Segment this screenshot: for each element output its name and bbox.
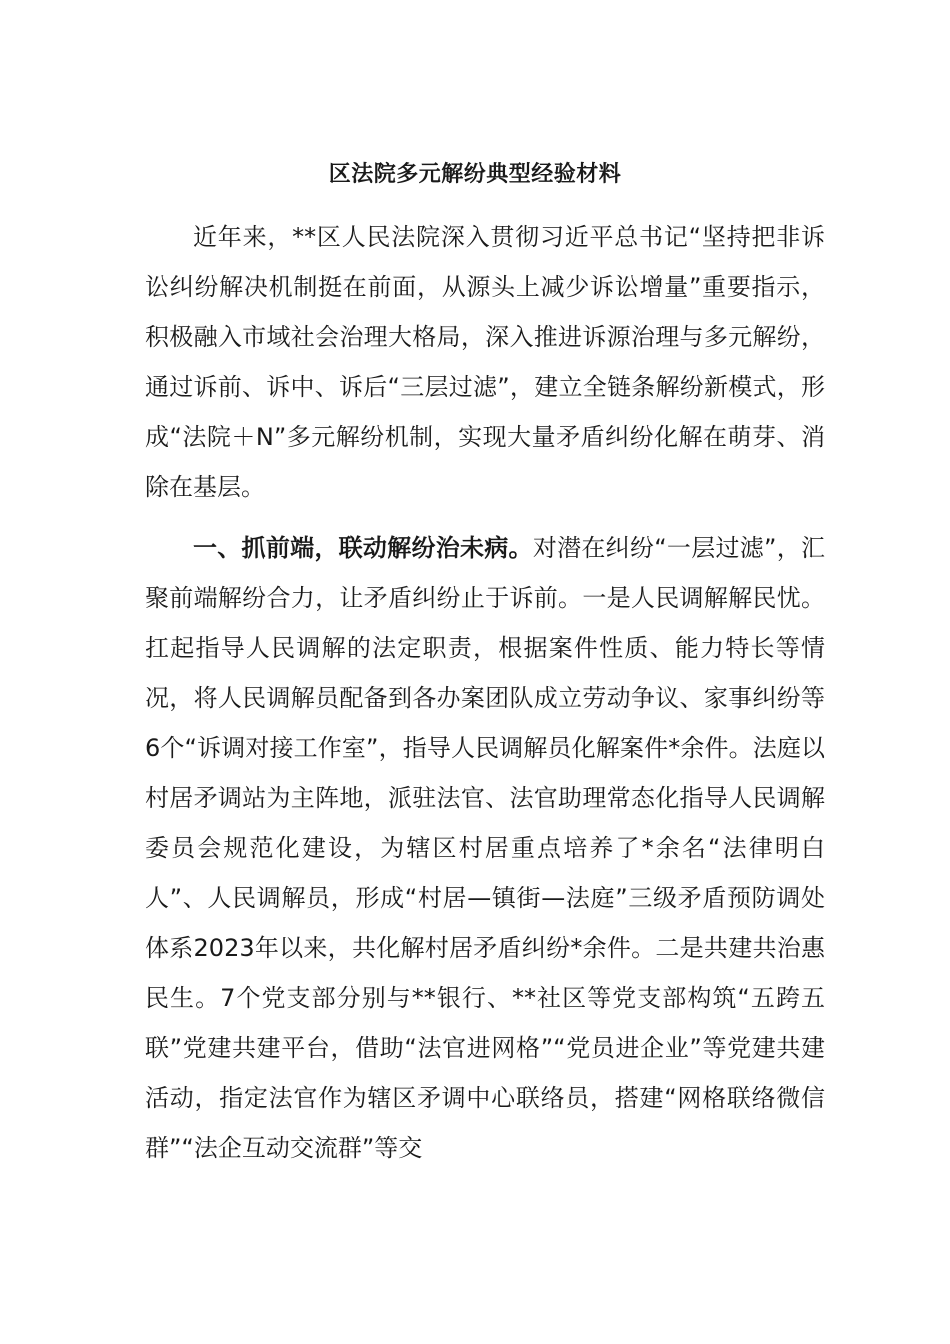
section-one-paragraph [145, 523, 825, 1173]
section-one-text: 对潜在纠纷“一层过滤”，汇聚前端解纷合力，让矛盾纠纷止于诉前。一是人民调解解民忧。扛起指导人民调解的法定职责，根据案件性质、能力特长等情况，将人民调解员配备到各办案团队成立劳动争议、家事纠纷等6个“诉调对接工作室”，指导人民调解员化解案件*余件。法庭以村居矛调站为主阵地，派驻法官、法官助理常态化指导人民调解委员会规范化建设，为辖区村居重点培养了*余名“法律明白人”、人民调解员，形成“村居—镇街—法庭”三级矛盾预防调处体系2023年以来，共化解村居矛盾纠纷*余件。二是共建共治惠民生。7个党支部分别与**银行、**社区等党支部构筑“五跨五联”党建共建平台，借助“法官进网格”“党员进企业”等党建共建活动，指定法官作为辖区矛调中心联络员，搭建“网格联络微信群”“法企互动交流群”等交 [145, 534, 825, 1162]
section-one-heading: 一、抓前端，联动解纷治未病。 [193, 534, 533, 562]
document-title: 区法院多元解纷典型经验材料 [328, 162, 622, 187]
intro-paragraph-text: 近年来，**区人民法院深入贯彻习近平总书记“坚持把非诉讼纠纷解决机制挺在前面，从源头上减少诉讼增量”重要指示，积极融入市域社会治理大格局，深入推进诉源治理与多元解纷，通过诉前、诉中、诉后“三层过滤”，建立全链条解纷新模式，形成“法院＋N”多元解纷机制，实现大量矛盾纠纷化解在萌芽、消除在基层。 [145, 223, 825, 501]
intro-paragraph [145, 212, 825, 512]
